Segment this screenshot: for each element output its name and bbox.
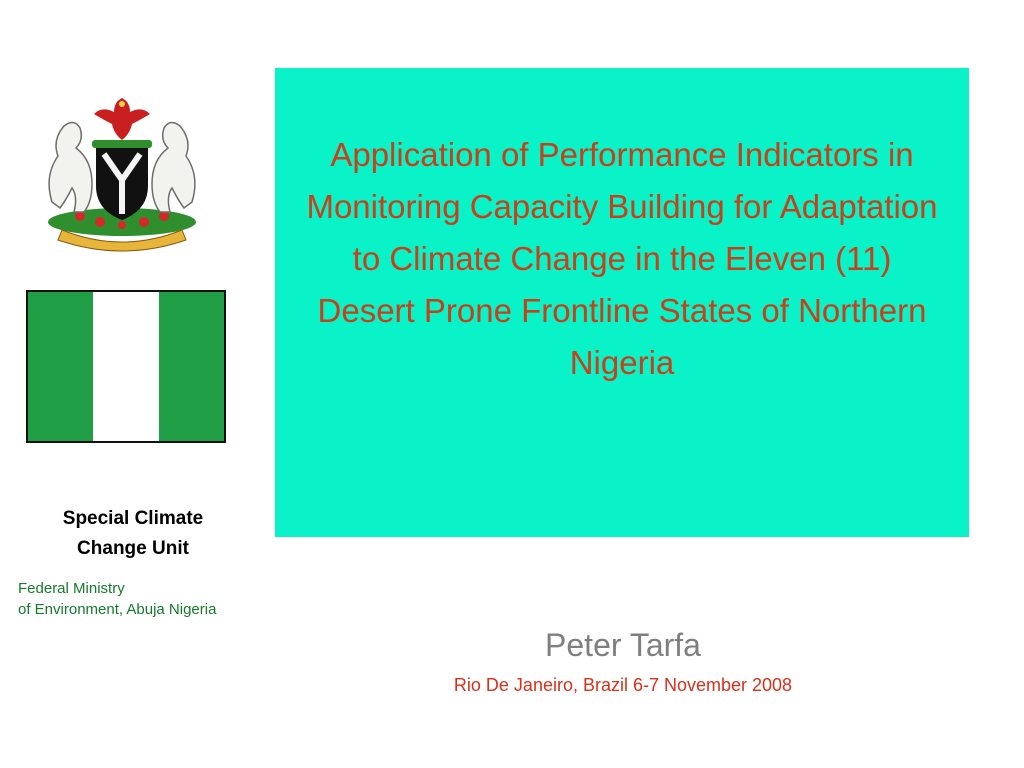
flag-white-band [93, 292, 158, 441]
slide-title: Application of Performance Indicators in Monitoring Capacity Building for Adaptation to Climate Change in the Eleven (11) Desert Prone Frontline States of Northern Nigeria [306, 135, 938, 381]
flag-green-band-left [28, 292, 93, 441]
ministry-name [18, 578, 278, 620]
ministry-line-2: of Environment, Abuja Nigeria [18, 601, 217, 618]
coat-of-arms-icon [22, 84, 222, 254]
event-location-date: Rio De Janeiro, Brazil 6-7 November 2008 [453, 675, 793, 695]
nigeria-flag [26, 290, 226, 443]
unit-name [20, 504, 246, 564]
ministry-line-1: Federal Ministry [18, 580, 125, 597]
unit-line-1: Special Climate [62, 508, 204, 529]
unit-line-2: Change Unit [77, 538, 189, 559]
presenter-name: Peter Tarfa [545, 627, 701, 663]
title-box [275, 68, 969, 537]
flag-green-band-right [159, 292, 224, 441]
